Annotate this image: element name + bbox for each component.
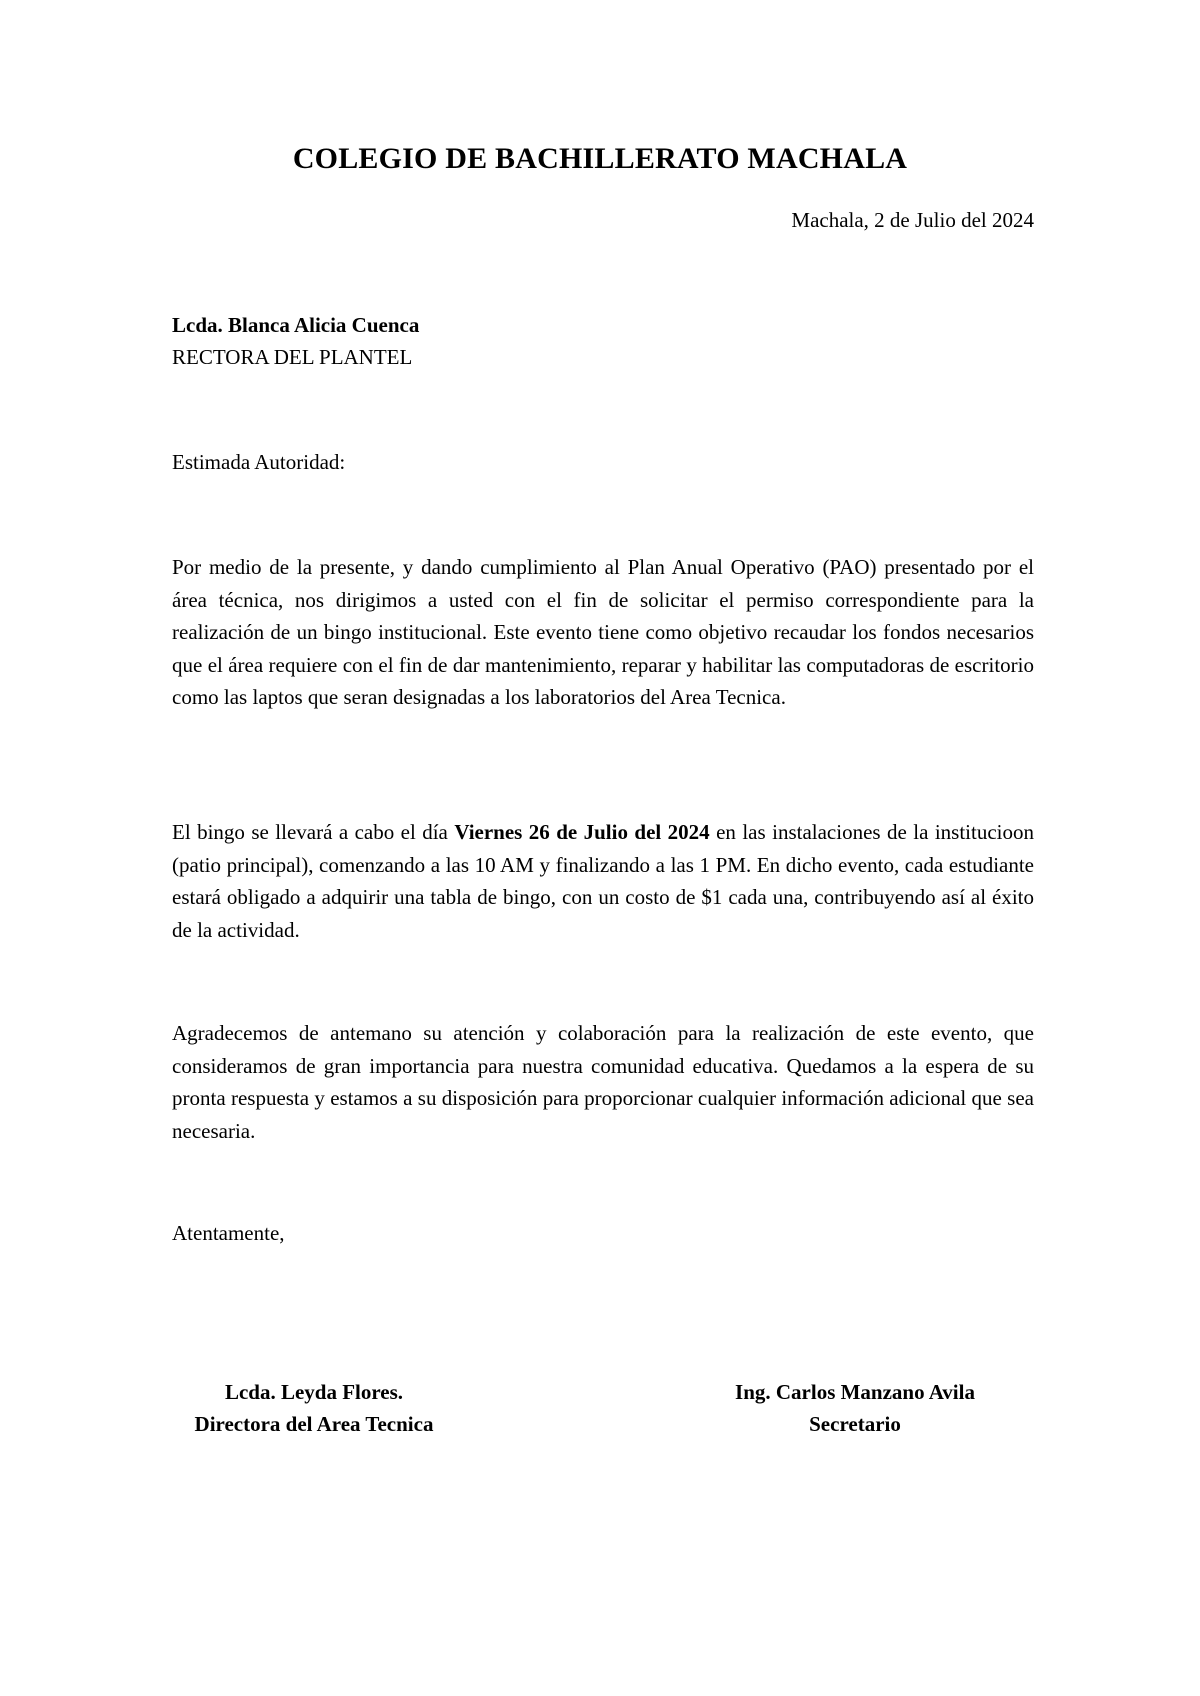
signatory-left-role: Directora del Area Tecnica <box>194 1412 434 1436</box>
letter-date: Machala, 2 de Julio del 2024 <box>791 208 1034 232</box>
signatory-right-role: Secretario <box>809 1412 901 1436</box>
recipient-position: RECTORA DEL PLANTEL <box>172 345 413 369</box>
recipient-block <box>172 309 419 373</box>
body-paragraph-2 <box>172 816 1034 946</box>
signature-right <box>704 1376 1006 1440</box>
body-paragraph-3: Agradecemos de antemano su atención y colaboración para la realización de este evento, que consideramos de gran importancia para nuestra comunidad educativa. Quedamos a la espera de su pronta respuesta y estamos a su disposición para proporcionar cualquier información adicional que sea necesaria. <box>172 1021 1034 1143</box>
signatory-right-name: Ing. Carlos Manzano Avila <box>735 1380 975 1404</box>
closing-phrase: Atentamente, <box>172 1221 285 1245</box>
salutation: Estimada Autoridad: <box>172 450 346 474</box>
recipient-name: Lcda. Blanca Alicia Cuenca <box>172 313 420 337</box>
institution-title: COLEGIO DE BACHILLERATO MACHALA <box>292 142 908 175</box>
paragraph-2-intro: El bingo se llevará a cabo el día <box>172 820 455 844</box>
body-paragraph-1: Por medio de la presente, y dando cumplimiento al Plan Anual Operativo (PAO) presentado por el área técnica, nos dirigimos a usted con el fin de solicitar el permiso correspondiente para la realización de un bingo institucional. Este evento tiene como objetivo recaudar los fondos necesarios que el área requiere con el fin de dar mantenimiento, reparar y habilitar las computadoras de escritorio como las laptos que seran designadas a los laboratorios del Area Tecnica. <box>172 555 1034 709</box>
event-date: Viernes 26 de Julio del 2024 <box>454 820 710 844</box>
paragraph-2-details: en las instalaciones de la institucioon (patio principal), comenzando a las 10 AM y finalizando a las 1 PM. En dicho evento, cada estudiante estará obligado a adquirir una tabla de bingo, con un costo de $1 cada una, contribuyendo así al éxito de la actividad. <box>172 820 1034 942</box>
signature-left <box>172 1376 456 1440</box>
signatory-left-name: Lcda. Leyda Flores. <box>224 1380 404 1404</box>
